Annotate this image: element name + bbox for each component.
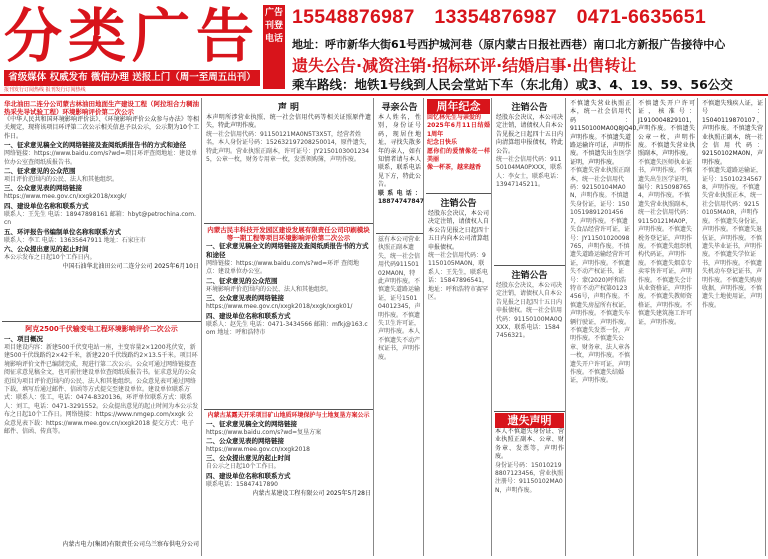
- service-list: 遗失公告·减资注销·招标环评·结婚启事·出售转让: [292, 56, 637, 75]
- anniversary-line: 像一杯茶，越来越香: [427, 164, 482, 172]
- notice-filler: 环境影响评价范围内的公民、法人和其他组织。: [206, 285, 333, 293]
- notice-filler: 经股东会决议，本公司决定注销，请债权人自本公告见报之日起四十五日内申报债权。统一社会信用代码：91150100MA0QXXX，联系电话：15847456321。: [496, 282, 563, 340]
- notice-cancellation-1: [494, 98, 565, 266]
- notice-title: 内蒙古民丰科技开发园区建设发展有限责任公司印刷模块等一期工程等项目环境影响评价第二次公示: [207, 226, 370, 242]
- notice-mine: [204, 410, 373, 556]
- phone-number[interactable]: 13354876987: [434, 6, 557, 28]
- anniversary-line: 纪念日快乐: [427, 139, 458, 147]
- notice-heading: 四、建设单位名称和联系方式: [206, 471, 291, 480]
- notice-title: 注销公告: [511, 271, 548, 281]
- notice-lost-list: [636, 98, 697, 556]
- notice-title: 周年纪念: [427, 99, 490, 114]
- notice-transmission: [2, 322, 201, 556]
- notice-filler: 项目建设内容：新建500千伏变电站一座，主变容量2×1200兆伏安，新建500千伏线路约2×42千米，新建220千伏线路约2×13.5千米。项目环境影响评价文件已编制完成，现进行第二次公示。公众可通过网络链接查阅征求意见稿全文，也可前往建设单位查阅纸质报告书。征求意见的公众范围为项目评价范围内的公民、法人和其他组织。公众意见表可通过网络下载，填写后通过邮件、信函等方式提交至建设单位。建设单位联系方式：联系人：张工，电话：0474-8320136。环评单位联系方式：联系人：刘工，电话：0471-3291552。公众提出意见的起止时间为本公示发布之日起10个工作日。网络链接：https://www.nmgep.com/xxgk 公众意见表下载：https://www.mee.gov.cn/xxgk2018 提交方式：电子邮件、信函、传真等。: [4, 344, 199, 436]
- notice-filler: 项目评价范围内的公民、法人和其他组织。: [4, 176, 119, 184]
- notice-body: 经股东会决议，本公司决定注销，请债权人自本公告见报之日起四十五日内向清算组申报债权，特此公告。: [496, 114, 563, 155]
- notice-heading: 六、公众提出意见的起止时间: [4, 245, 89, 254]
- notice-title: 阿克2500千伏输变电工程环境影响评价二次公示: [25, 325, 178, 333]
- masthead-title: 分类广告: [4, 2, 261, 70]
- notice-filler: 联系电话：15847417890: [206, 480, 278, 488]
- masthead-note: 报刊发行订阅热线 报刊发行订阅热线: [4, 87, 86, 93]
- notice-filler: 不慎遗失医师执业证书，声明作废。不慎遗失出生医学证明，编号：R150987654，声明作废。不慎遗失营业执照副本，统一社会信用代码：91150121MA0P，声明作废。不慎遗失税务登记证，声明作废。不慎遗失组织机构代码证，声明作废。不慎遗失烟草专卖零售许可证，声明作废。不慎遗失会计从业资格证，声明作废。不慎遗失教师资格证，声明作废。不慎遗失建筑施工许可证，声明作废。: [638, 158, 693, 326]
- notice-cancellation-2: [494, 266, 565, 412]
- notice-cancellation: [426, 194, 491, 556]
- column-6: [568, 98, 643, 556]
- notice-heading: 三、公众意见表的网络链接: [206, 294, 284, 303]
- notice-phone: 联系电话：18874747847: [378, 189, 424, 206]
- notice-title: 内蒙古某露天开采项目矿山地质环境保护与土地复垦方案公示: [207, 412, 370, 419]
- notice-filler: 联系人：王先生 电话：18947898161 邮箱：hbyt@petrochina.com.cn: [4, 210, 197, 227]
- column-5: [494, 98, 566, 556]
- notice-filler: https://www.mee.gov.cn/xxgk2018/xxgk/xxgk01/: [206, 303, 353, 311]
- notice-heading: 一、征求意见稿全文的网络链接: [206, 419, 297, 428]
- header-divider: [0, 94, 768, 96]
- notice-heading: 四、建设单位名称和联系方式: [4, 201, 89, 210]
- bus-route: 乘车路线：地铁1号线到人民会堂站下车（东北角）或3、4、19、59、56公交: [292, 77, 733, 92]
- notice-heading: 一、征求意见稿全文的网络链接及查阅纸质报告书的方式和途径: [4, 141, 186, 150]
- notice-lost: [494, 412, 565, 556]
- notice-title: 注销公告: [511, 103, 548, 113]
- notice-body: 不慎遗失残疾人证，证号：15040119870107，声明作废。不慎遗失营业执照正副本，统一社会信用代码：92150102MA0N，声明作废。: [702, 100, 763, 166]
- notice-filler: 统一社会信用代码：91150105MA0N，联系人：王先生，联系电话：15847896541，地址：呼和浩特市赛罕区。: [428, 252, 489, 302]
- notice-heading: 二、公众意见表的网络链接: [206, 436, 284, 445]
- notice-heading: 二、征求意见的公众范围: [4, 167, 76, 176]
- notice-heading: 二、征求意见的公众范围: [206, 276, 278, 285]
- notice-heading: 三、公众意见表的网络链接: [4, 184, 82, 193]
- notice-body: 本声明所涉营业执照、统一社会信用代码等相关证照原件遗失，特此声明作废。: [206, 114, 371, 130]
- column-4: [426, 98, 492, 556]
- notice-filler: 网络链接：https://www.baidu.com/s?wd=环评 查阅地点：建设单位办公室。: [206, 260, 360, 276]
- notice-filler: 统一社会信用代码：91150121MA0N5T3X5T，经营者姓名，本人身份证号码：152632197208250014，原件遗失，特此声明。营业执照正副本，许可证号：JY21501030012345，公章一枚，财务专用章一枚，发票领购簿，声明作废。: [206, 130, 371, 164]
- notice-filler: 兹有本公司营业执照正副本遗失，统一社会信用代码91150102MA0N，特此声明作废。不慎遗失道路运输证，证号150104012345，声明作废。不慎遗失卫生许可证，声明作废。本人不慎遗失不动产权证书，声明作废。: [378, 236, 421, 361]
- notice-heading: 五、环评报告书编制单位名称和联系方式: [4, 227, 121, 236]
- ad-phone-numbers: [292, 6, 762, 34]
- anniversary-line: 愿你们的爱情像花一样美丽: [427, 147, 490, 164]
- notice-lost-list: [568, 98, 643, 556]
- notice-title: 寻亲公告: [381, 103, 418, 113]
- notice-filler: https://www.mee.gov.cn/xxgk2018: [206, 445, 310, 453]
- notice-title: 声 明: [277, 103, 300, 113]
- notice-filler: 网络链接：https://www.baidu.com/s?wd=项目环评查阅地址：建设单位办公室查阅纸质报告书。: [4, 150, 198, 166]
- notice-lost-list: [700, 98, 765, 556]
- notice-body: 不慎遗失开户许可证，核准号：J1910004829101，声明作废。不慎遗失公章一枚，声明作废。不慎遗失营业执照副本，声明作废。: [638, 100, 696, 158]
- phone-number[interactable]: 15548876987: [292, 6, 415, 28]
- notice-filler: https://www.baidu.com/s?wd=复垦方案: [206, 428, 322, 436]
- notice-statement: [204, 98, 373, 224]
- ad-phone-badge: 广告刊登电话: [263, 5, 285, 89]
- notice-heading: 一、项目概况: [4, 335, 43, 343]
- notice-heading: 四、建设单位名称和联系方式: [206, 311, 291, 320]
- notice-filler: 联系人：赵先生 电话：0471-3434566 邮箱：mfkj@163.com 地址：呼和浩特市: [206, 320, 368, 337]
- column-1: [2, 98, 202, 556]
- notice-heading: 一、征求意见稿全文的网络链接及查阅纸质报告书的方式和途径: [206, 242, 369, 259]
- notice-title: 注销公告: [440, 199, 477, 209]
- notice-filler: 自公示之日起10个工作日。: [206, 463, 280, 471]
- notice-body: 本人不慎遗失身份证、营业执照正副本、公章、财务章、发票等，声明作废。: [495, 428, 564, 461]
- notice-filler: 不慎遗失道路运输证，证号：150102345678，声明作废。不慎遗失营业执照正本，统一社会信用代码：92150105MA0R，声明作废。不慎遗失身份证，声明作废。不慎遗失退伍证，声明作废。不慎遗失毕业证书，声明作废。不慎遗失学位证书，声明作废。不慎遗失机动车登记证书，声明作废。不慎遗失购房收据，声明作废。不慎遗失土地使用证，声明作废。: [702, 167, 763, 309]
- notice-misc: [376, 234, 423, 556]
- notice-filler: 身份证号码：150102198807123456，营业执照注册号：91150102MA0N，声明作废。: [495, 461, 564, 494]
- column-7: [636, 98, 698, 556]
- notice-eia-park: [204, 224, 373, 410]
- notice-heading: 三、公众提出意见的起止时间: [206, 454, 291, 463]
- notice-signature: 内蒙古电力(集团)有限责任公司乌兰察布供电分公司: [62, 541, 199, 548]
- notice-filler: 统一社会信用代码：91150104MA0PXXX，联系人：李女士，联系电话：13947145211。: [496, 156, 563, 189]
- notice-signature: 内蒙古某建设工程有限公司 2025年5月28日: [252, 490, 371, 498]
- column-2: [204, 98, 374, 556]
- office-address: 地址：呼市新华大街61号西护城河巷（原内蒙古日报社西巷）南口北方新报广告接待中心: [292, 38, 726, 51]
- notice-title: 华北油田二连分公司蒙古林油田地面生产建设工程（阿拉坦合力稠油热采先导试验工程）环境影响评价第二次公示: [4, 100, 199, 116]
- notice-filler: https://www.mee.gov.cn/xxgk2018/xxgk/: [4, 193, 127, 201]
- notice-title: 遗失声明: [495, 413, 564, 428]
- notice-search-family: [376, 98, 423, 234]
- notice-eia-oilfield: [2, 98, 201, 322]
- notice-body: 不慎遗失营业执照正本，统一社会信用代码：91150100MA0Q8JQ40，声明作废。不慎遗失道路运输许可证，声明作废。不慎遗失出生医学证明，声明作废。: [570, 100, 643, 166]
- notice-filler: 联系人：李工 电话：13635647911 地址：石家庄市: [4, 236, 146, 244]
- page-header: [0, 0, 768, 93]
- column-8: [700, 98, 766, 556]
- anniversary-line: 回忆林先生与亲爱的: [427, 114, 482, 121]
- anniversary-line: 2025年6月11日结婚1周年: [427, 122, 490, 138]
- notice-body: 本人姓名，性别，身份证号码，现居住地址，寻找失散多年的亲人，如有知情者请与本人联系，联系电话见下方，特此公告。: [378, 114, 421, 189]
- anniversary-notice: [426, 98, 491, 194]
- notice-filler: 不慎遗失营业执照正副本，统一社会信用代码：92150104MA0N，声明作废。不慎遗失身份证，证号：150105198912014567，声明作废。不慎遗失食品经营许可证，证号：JY11501020098765，声明作废。不慎遗失道路运输经营许可证，声明作废。不慎遗失不动产权证书，证号：蒙(2020)呼和浩特市不动产权第0123456号，声明作废。不慎遗失房屋所有权证，声明作废。不慎遗失车辆行驶证，声明作废。不慎遗失发票一份，声明作废。不慎遗失公章、财务章、法人章各一枚，声明作废。不慎遗失开户许可证，声明作废。不慎遗失结婚证，声明作废。: [570, 167, 631, 385]
- notice-filler: 本公示发布之日起10个工作日内。: [4, 254, 96, 262]
- notice-intro: 《中华人民共和国环境影响评价法》、《环境影响评价公众参与办法》等相关规定，现将该项目环评第二次公示相关信息予以公示，公示期为10个工作日。: [4, 116, 199, 140]
- phone-number[interactable]: 0471-6635651: [576, 6, 707, 28]
- column-3: [376, 98, 424, 556]
- notice-signature: 中国石油华北油田公司二连分公司 2025年6月10日: [62, 263, 199, 271]
- notice-body: 经股东会决议，本公司决定注销，请债权人自本公告见报之日起四十五日内向本公司清算组申报债权。: [428, 210, 489, 251]
- masthead-slogan: 省级媒体 权威发布 微信办理 送报上门（周一至周五出刊）: [4, 70, 260, 86]
